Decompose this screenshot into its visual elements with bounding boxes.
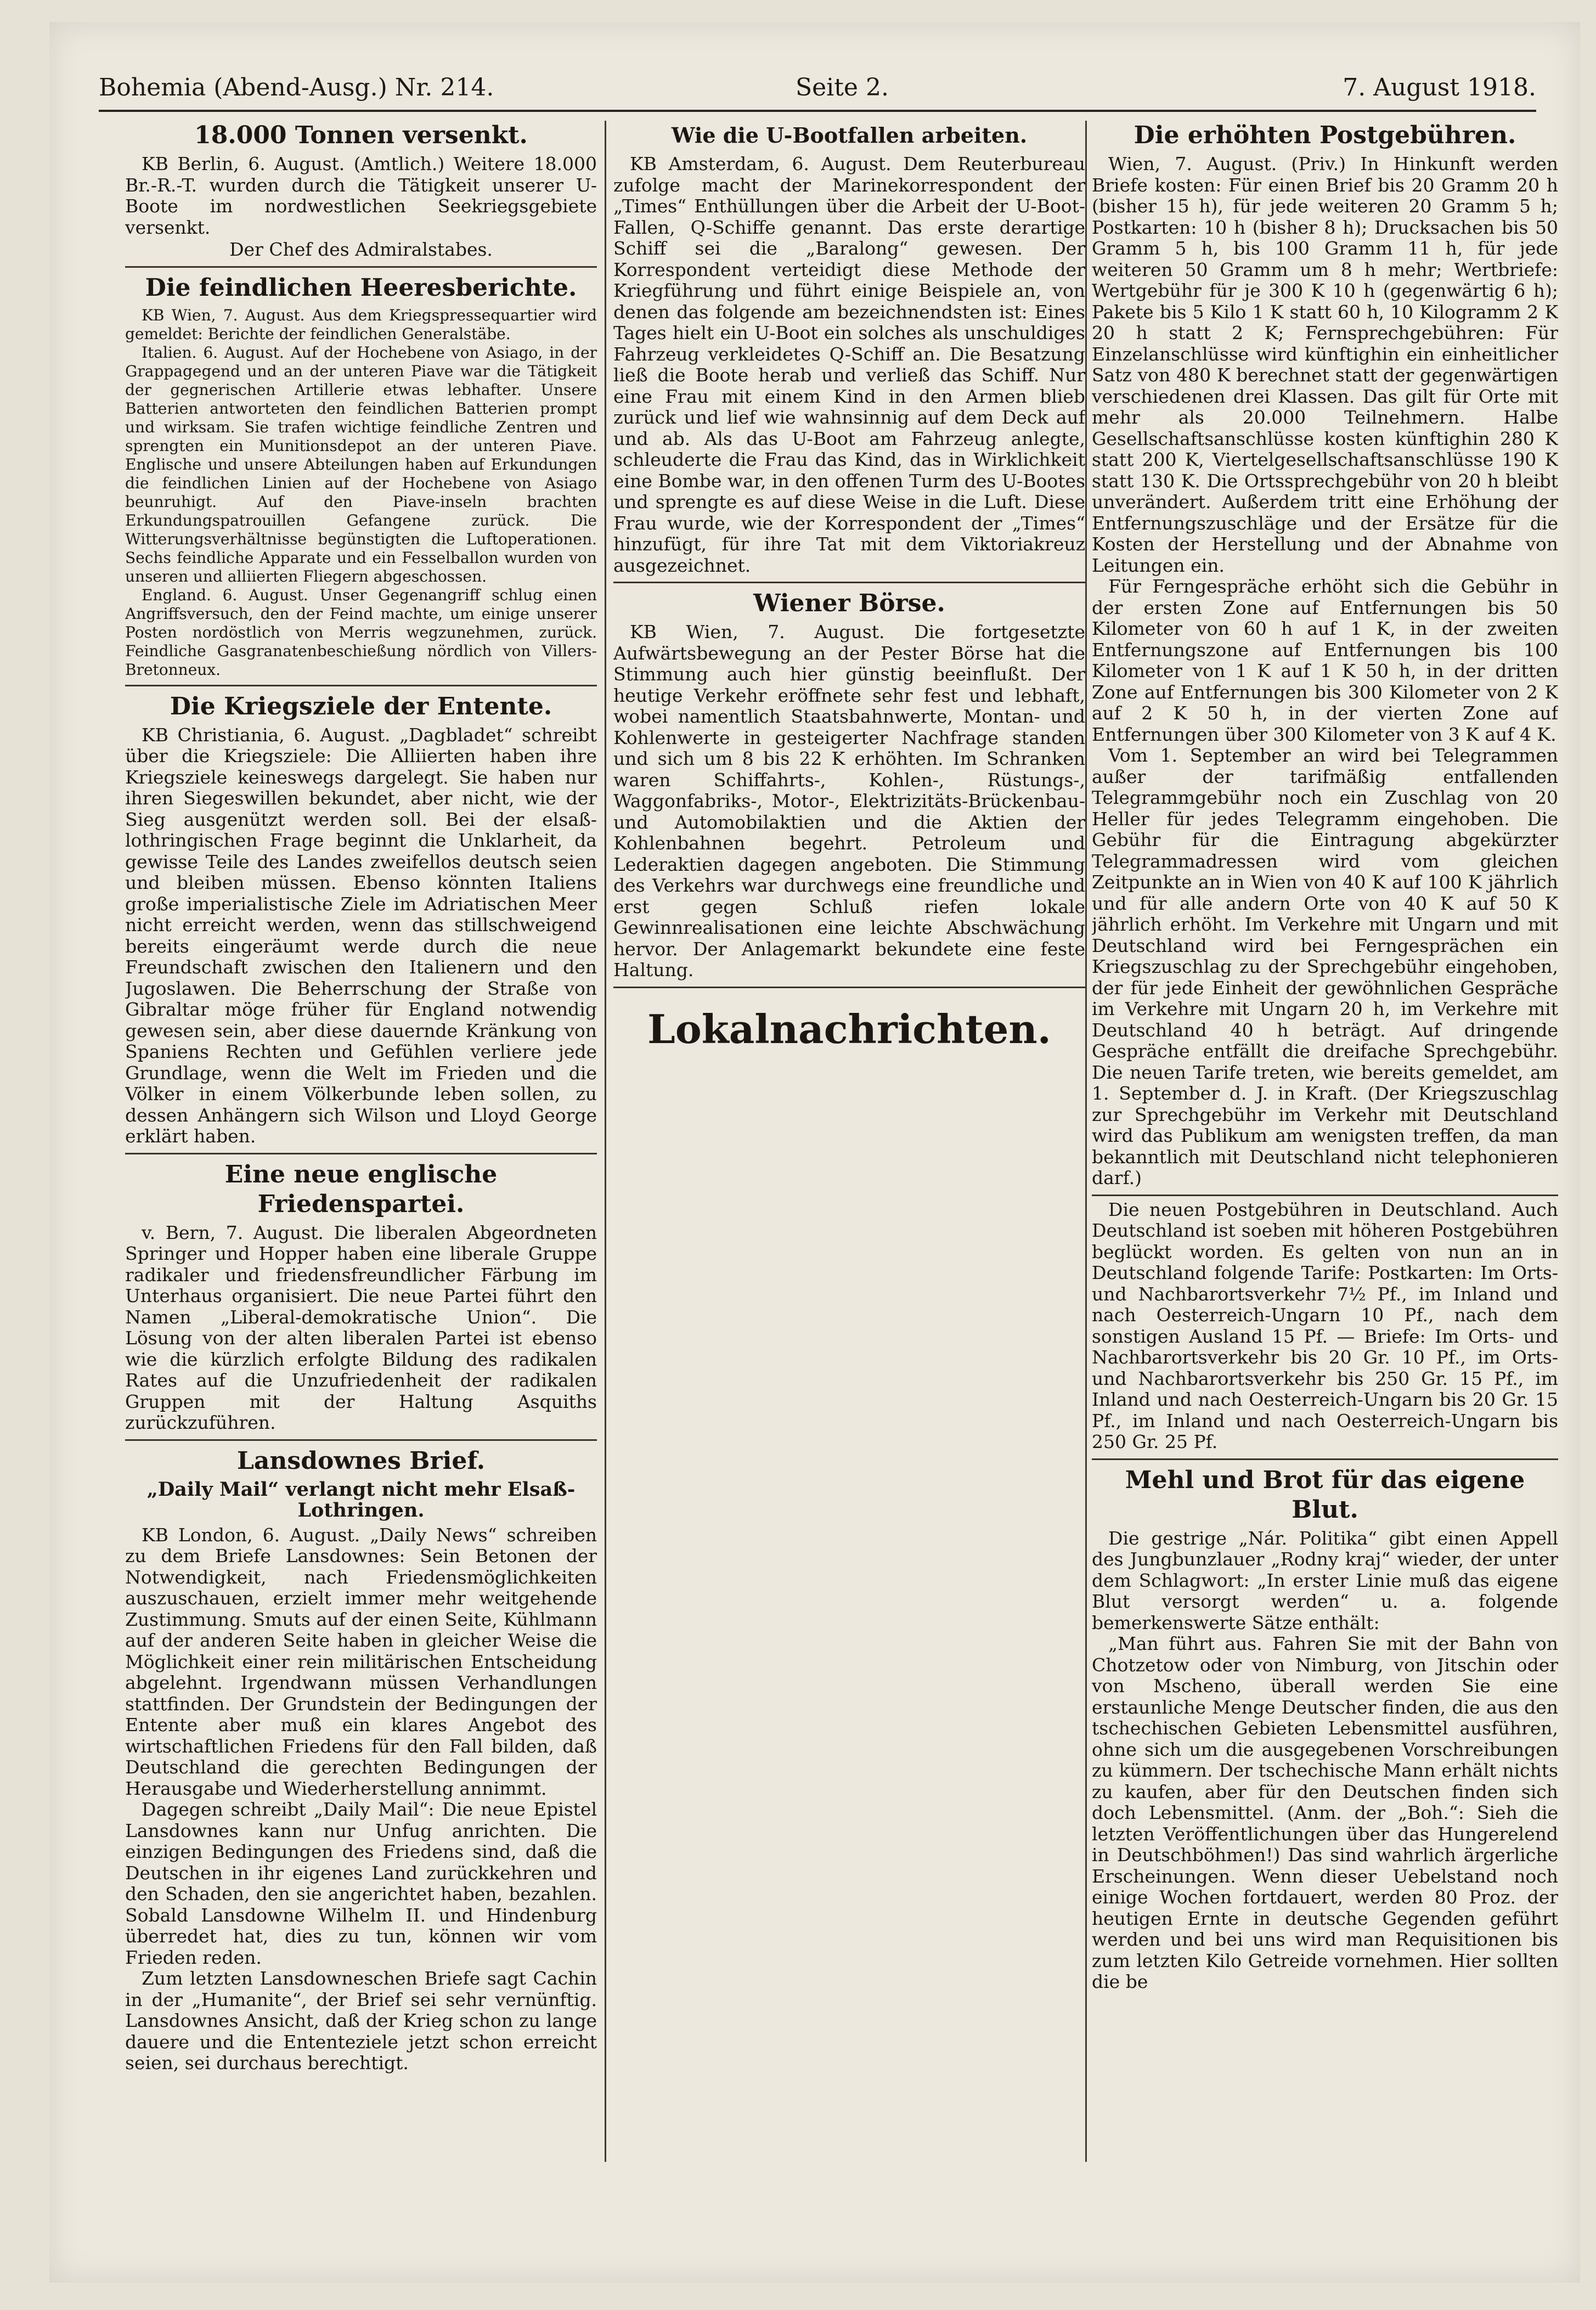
article-text: Zum letzten Lansdowneschen Briefe sagt Cachin in der „Humanite“, der Brief sei sehr vernünftig. Lansdownes Ansicht, daß der Krieg schon zu lange dauere und die Ententeziele jetzt schon erreicht seien, sei durchaus berechtigt. [125, 1968, 597, 2074]
article-separator [1092, 1458, 1558, 1460]
article-separator [125, 1153, 597, 1154]
article-text: KB London, 6. August. „Daily News“ schreiben zu dem Briefe Lansdownes: Sein Betonen der Notwendigkeit, nach Friedensmöglichkeiten auszuschauen, erzielt immer mehr weitgehende Zustimmung. Smuts auf der einen Seite, Kühlmann auf der anderen Seite haben in gleicher Weise die Möglichkeit einer rein militärischen Entscheidung abgelehnt. Irgendwann müssen Verhandlungen stattfinden. Der Grundstein der Bedingungen der Entente aber muß ein klares Angebot des wirtschaftlichen Friedens für den Fall bilden, daß Deutschland die gerechten Bedingungen der Herausgabe und Wiederherstellung annimmt. [125, 1524, 597, 1799]
column-rule-1 [605, 121, 606, 2162]
article-text: v. Bern, 7. August. Die liberalen Abgeordneten Springer und Hopper haben eine liberale Gruppe radikaler und friedensfreundlicher Färbung im Unterhaus organisiert. Die neue Partei führt den Namen „Liberal-demokratische Union“. Die Lösung von der alten liberalen Partei ist ebenso wie die kürzlich erfolgte Bildung des radikalen Rates auf die Unzufriedenheit der radikalen Gruppen mit der Haltung Asquiths zurückzuführen. [125, 1221, 597, 1433]
article-text: Wien, 7. August. (Priv.) In Hinkunft werden Briefe kosten: Für einen Brief bis 20 Gramm 20 h (bisher 15 h), für jede weiteren 20 Gramm 5 h; Postkarten: 10 h (bisher 8 h); Drucksachen bis 50 Gramm 5 h, bis 100 Gramm 11 h, für jede weiteren 50 Gramm um 8 h mehr; Wertbriefe: Wertgebühr für je 300 K 10 h (gegenwärtig 6 h); Pakete bis 5 Kilo 1 K statt 60 h, 10 Kilogramm 2 K 20 h statt 2 K; Fernsprechgebühren: Für Einzelanschlüsse wird künftighin ein einheitlicher Satz von 480 K berechnet statt der gegenwärtigen verschiedenen drei Klassen. Das gilt für Orte mit mehr als 20.000 Teilnehmern. Halbe Gesellschaftsanschlüsse kosten künftighin 280 K statt 200 K, Viertelgesellschaftsanschlüsse 190 K statt 130 K. Die Ortssprechgebühr von 20 h bleibt unverändert. Außerdem tritt eine Erhöhung der Entfernungszuschläge und der Ersätze für die Kosten der Herstellung und der Abnahme von Leitungen ein. [1092, 153, 1558, 576]
article-text: Die neuen Postgebühren in Deutschland. Auch Deutschland ist soeben mit höheren Postgebühren beglückt worden. Es gelten von nun an in Deutschland folgende Tarife: Postkarten: Im Orts- und Nachbarortsverkehr 7½ Pf., im Inland und nach Oesterreich-Ungarn 10 Pf., nach dem sonstigen Ausland 15 Pf. — Briefe: Im Orts- und Nachbarortsverkehr bis 20 Gr. 10 Pf., im Orts- und Nachbarortsverkehr bis 250 Gr. 15 Pf., im Inland und nach Oesterreich-Ungarn bis 20 Gr. 15 Pf., im Inland und nach Oesterreich-Ungarn bis 250 Gr. 25 Pf. [1092, 1198, 1558, 1452]
article-text: KB Amsterdam, 6. August. Dem Reuterbureau zufolge macht der Marinekorrespondent der „Times“ Enthüllungen über die Arbeit der U-Boot-Fallen, Q-Schiffe genannt. Das erste derartige Schiff sei die „Baralong“ gewesen. Der Korrespondent verteidigt diese Methode der Kriegführung und führt einige Beispiele an, von denen das folgende am bezeichnendsten ist: Eines Tages hielt ein U-Boot ein solches als unschuldiges Fahrzeug verkleidetes Q-Schiff an. Die Besatzung ließ die Boote herab und verließ das Schiff. Nur eine Frau mit einem Kind in den Armen blieb zurück und lief wie wahnsinnig auf dem Deck auf und ab. Als das U-Boot am Fahrzeug anlegte, schleuderte die Frau das Kind, das in Wirklichkeit eine Bombe war, in den offenen Turm des U-Bootes und sprengte es auf diese Weise in die Luft. Diese Frau wurde, wie der Korrespondent der „Times“ hinzufügt, für ihre Tat mit dem Viktoriakreuz ausgezeichnet. [613, 153, 1085, 576]
article-text: Dagegen schreibt „Daily Mail“: Die neue Epistel Lansdownes kann nur Unfug anrichten. Die einzigen Bedingungen des Friedens sind, daß die Deutschen in ihr eigenes Land zurückkehren und den Schaden, den sie angerichtet haben, bezahlen. Sobald Lansdowne Wilhelm II. und Hindenburg überredet hat, dies zu tun, können wir vom Frieden reden. [125, 1799, 597, 1968]
section-heading: Lokalnachrichten. [647, 1005, 1051, 1052]
column-1 [125, 115, 597, 2167]
article-text: KB Wien, 7. August. Aus dem Kriegspressequartier wird gemeldet: Berichte der feindlichen Generalstäbe. [125, 306, 597, 343]
article-title: Eine neue englische Friedenspartei. [224, 1160, 498, 1218]
article-title: 18.000 Tonnen versenkt. [194, 121, 528, 149]
article-title: Lansdownes Brief. [236, 1446, 486, 1475]
article-text: Für Ferngespräche erhöht sich die Gebühr in der ersten Zone auf Entfernungen bis 50 Kilometer von 60 h auf 1 K, in der zweiten Entfernungszone auf Entfernungen bis 100 Kilometer von 1 K auf 1 K 50 h, in der dritten Zone auf Entfernungen bis 300 Kilometer von 2 K auf 2 K 50 h, in der vierten Zone auf Entfernungen über 300 Kilometer von 3 K auf 4 K. [1092, 576, 1558, 745]
masthead-issue: Bohemia (Abend-Ausg.) Nr. 214. [99, 74, 494, 102]
article-separator [125, 1439, 597, 1441]
article-title: Die feindlichen Heeresberichte. [145, 273, 577, 302]
article-text: Vom 1. September an wird bei Telegrammen außer der tarifmäßig entfallenden Telegrammgebühr noch ein Zuschlag von 20 Heller für jedes Telegramm eingehoben. Die Gebühr für die Eintragung abgekürzter Telegrammadressen wird vom gleichen Zeitpunkte an in Wien von 40 K auf 100 K jährlich und für alle andern Orte von 40 K auf 50 K jährlich erhöht. Im Verkehre mit Ungarn und mit Deutschland wird bei Ferngesprächen ein Kriegszuschlag zu der Sprechgebühr eingehoben, der für jede Einheit der gewöhnlichen Gespräche im Verkehre mit Ungarn 20 h, im Verkehre mit Deutschland 40 h beträgt. Auf dringende Gespräche entfällt die dreifache Sprechgebühr. Die neuen Tarife treten, wie bereits gemeldet, am 1. September d. J. in Kraft. (Der Kriegszuschlag zur Sprechgebühr im Verkehr mit Deutschland wird das Publikum am wenigsten treffen, da man bekanntlich mit Deutschland nicht telephonieren darf.) [1092, 745, 1558, 1188]
article-title: Wie die U-Bootfallen arbeiten. [671, 123, 1028, 148]
article-text: „Man führt aus. Fahren Sie mit der Bahn von Chotzetow oder von Nimburg, von Jitschin oder von Mscheno, überall werden Sie eine erstaunliche Menge Deutscher finden, die aus den tschechischen Gebieten Lebensmittel ausführen, ohne sich um die ausgegebenen Vorschreibungen zu kümmern. Der tschechische Mann erhält nichts zu kaufen, aber für den Deutschen finden sich doch Lebensmittel. (Anm. der „Boh.“: Sieh die letzten Veröffentlichungen über das Hungerelend in Deutschböhmen!) Das sind wahrlich ärgerliche Erscheinungen. Wenn dieser Uebelstand noch einige Wochen fortdauert, werden 80 Proz. der heutigen Ernte in deutsche Gegenden geführt werden und bei uns wird man Requisitionen bis zum letzten Kilo Getreide vornehmen. Hier sollten die be [1092, 1633, 1558, 1992]
article-separator [1092, 1195, 1558, 1196]
article-text: Die gestrige „Nár. Politika“ gibt einen Appell des Jungbunzlauer „Rodny kraj“ wieder, der unter dem Schlagwort: „In erster Linie muß das eigene Blut versorgt werden“ u. a. folgende bemerkenswerte Sätze enthält: [1092, 1527, 1558, 1633]
article-separator [125, 266, 597, 268]
article-subtitle: „Daily Mail“ verlangt nicht mehr Elsaß-Lothringen. [146, 1478, 576, 1522]
article-text: Italien. 6. August. Auf der Hochebene von Asiago, in der Grappagegend und an der unteren Piave war die Tätigkeit der gegnerischen Artillerie etwas lebhafter. Unsere Batterien antworteten den feindlichen Batterien prompt und wirksam. Sie trafen wichtige feindliche Zentren und sprengten ein Munitionsdepot an der unteren Piave. Englische und unsere Abteilungen haben auf Erkundungen die feindlichen Linien auf der Hochebene von Asiago beunruhigt. Auf den Piave-inseln brachten Erkundungspatrouillen Gefangene zurück. Die Witterungsverhältnisse begünstigten die Luftoperationen. Sechs feindliche Apparate und ein Fesselballon wurden von unseren und alliierten Fliegern abgeschossen. [125, 343, 597, 585]
column-3 [1092, 115, 1558, 2167]
article-signature: Der Chef des Admiralstabes. [229, 239, 493, 260]
page-header [99, 66, 1536, 112]
column-rule-2 [1085, 121, 1087, 2162]
issue-date: 7. August 1918. [1343, 74, 1536, 102]
article-separator [125, 685, 597, 686]
article-separator [613, 582, 1085, 583]
article-separator [613, 987, 1085, 988]
article-text: England. 6. August. Unser Gegenangriff schlug einen Angriffsversuch, den der Feind machte, um einige unserer Posten nordöstlich von Merris wegzunehmen, zurück. Feindliche Gasgranatenbeschießung nördlich von Villers-Bretonneux. [125, 585, 597, 679]
article-title: Die erhöhten Postgebühren. [1133, 121, 1516, 149]
article-text: KB Berlin, 6. August. (Amtlich.) Weitere 18.000 Br.-R.-T. wurden durch die Tätigkeit unserer U-Boote im nordwestlichen Seekriegsgebiete versenkt. [125, 153, 597, 238]
article-text: KB Christiania, 6. August. „Dagbladet“ schreibt über die Kriegsziele: Die Alliierten haben ihre Kriegsziele keineswegs dargelegt. Sie haben nur ihren Siegeswillen bekundet, aber nicht, wie der Sieg ausgenützt werden soll. Bei der elsaß-lothringischen Frage beginnt die Unklarheit, da gewisse Teile des Landes zweifellos deutsch seien und bleiben müssen. Ebenso könnten Italiens große imperialistische Ziele im Adriatischen Meer nicht erreicht werden, wenn das stillschweigend bereits eingeräumt werde durch die neue Freundschaft zwischen den Italienern und den Jugoslawen. Die Beherrschung der Straße von Gibraltar möge früher für England notwendig gewesen sein, aber diese dauernde Kränkung von Spaniens Rechten und Gefühlen verliere jede Grundlage, wenn die Welt im Frieden und die Völker in einem Völkerbunde leben sollen, zu dessen Anhängern sich Wilson und Lloyd George erklärt haben. [125, 724, 597, 1147]
article-title: Wiener Börse. [753, 589, 945, 617]
blank-space [613, 1065, 1085, 1965]
article-title: Mehl und Brot für das eigene Blut. [1125, 1466, 1525, 1524]
page-number: Seite 2. [796, 74, 889, 102]
column-2 [613, 115, 1085, 2167]
article-title: Die Kriegsziele der Entente. [170, 692, 552, 720]
article-text: KB Wien, 7. August. Die fortgesetzte Aufwärtsbewegung an der Pester Börse hat die Stimmung auch hier günstig beeinflußt. Der heutige Verkehr eröffnete sehr fest und lebhaft, wobei namentlich Staatsbahnwerte, Montan- und Kohlenwerte in gesteigerter Nachfrage standen und sich um 8 bis 22 K erhöhten. Im Schranken waren Schiffahrts-, Kohlen-, Rüstungs-, Waggonfabriks-, Motor-, Elektrizitäts-Brückenbau- und Automobilaktien und die Aktien der Kohlenbahnen begehrt. Petroleum und Lederaktien dagegen angeboten. Die Stimmung des Verkehrs war durchwegs eine freundliche und erst gegen Schluß riefen lokale Gewinnrealisationen eine leichte Abschwächung hervor. Der Anlagemarkt bekundete eine feste Haltung. [613, 621, 1085, 981]
